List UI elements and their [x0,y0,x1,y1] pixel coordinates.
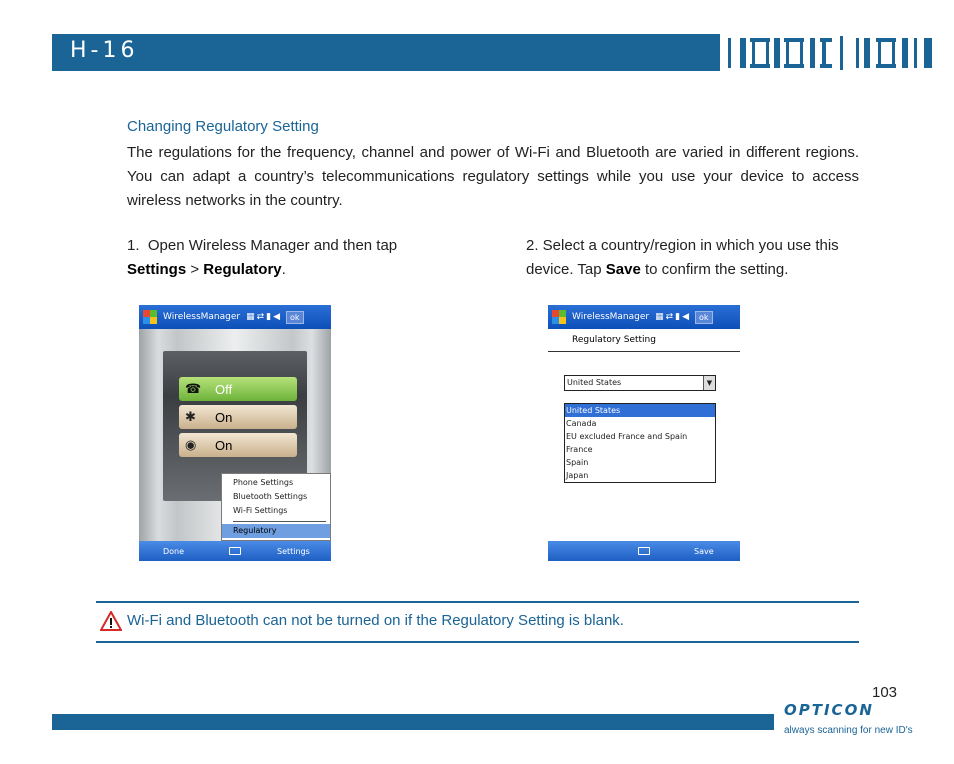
wifi-icon: ◉ [185,437,197,452]
start-icon[interactable] [143,310,157,324]
soft-key-bar [139,541,331,561]
step-2-suffix: to confirm the setting. [640,261,789,278]
menu-item-wifi-settings[interactable]: Wi-Fi Settings [233,506,288,515]
brand-logo: OPTICON [784,701,874,719]
menu-item-phone-settings[interactable]: Phone Settings [233,478,294,487]
wifi-state: On [215,437,233,453]
ok-button[interactable]: ok [695,311,713,324]
heading-divider [548,351,740,352]
step-1-text: 1. Open Wireless Manager and then tap [127,237,398,254]
status-icons: ▦⇄▮◀ [655,312,692,322]
warning-bottom-rule [96,641,859,643]
warning-text: Wi-Fi and Bluetooth can not be turned on if the Regulatory Setting is blank. [127,612,624,629]
warning-top-rule [96,601,859,603]
menu-item-bluetooth-settings[interactable]: Bluetooth Settings [233,492,308,501]
step-2 [526,234,859,282]
menu-item-regulatory[interactable]: Regulatory [222,524,330,538]
barcode-logo [728,36,936,70]
title-bar [548,305,740,329]
menu-divider [233,521,326,522]
brand-tagline: always scanning for new ID's [784,725,913,736]
status-icons: ▦⇄▮◀ [246,312,283,322]
keyboard-icon[interactable] [229,547,241,555]
chevron-down-icon[interactable]: ▼ [703,376,715,390]
option-spain[interactable]: Spain [566,458,589,467]
step-2-text: 2. Select a country/region in which you use this device. Tap [526,237,839,278]
country-options-list [564,403,716,483]
option-eu[interactable]: EU excluded France and Spain [566,432,688,441]
step-1-end: . [281,261,286,278]
soft-key-bar [548,541,740,561]
app-title: WirelessManager [572,312,650,322]
option-france[interactable]: France [566,445,593,454]
bluetooth-toggle[interactable] [179,405,297,429]
settings-menu [221,473,331,541]
option-united-states[interactable]: United States [565,404,715,417]
wifi-toggle[interactable] [179,433,297,457]
footer-bar [52,714,774,730]
section-title: Changing Regulatory Setting [127,118,319,135]
phone-state: Off [215,381,233,397]
model-title: H-16 [70,38,139,63]
bluetooth-state: On [215,409,233,425]
regulatory-setting-screen [548,305,740,561]
option-japan[interactable]: Japan [566,471,589,480]
step-1-separator: > [186,261,204,278]
page-number: 103 [872,684,898,701]
start-icon[interactable] [552,310,566,324]
step-2-save: Save [605,261,641,278]
step-1-regulatory: Regulatory [203,261,282,278]
header-bar [52,34,720,71]
step-1-settings: Settings [127,261,187,278]
phone-icon: ☎ [185,381,202,396]
warning-icon [100,611,122,631]
country-select-value: United States [567,378,622,387]
ok-button[interactable]: ok [286,311,304,324]
regulatory-heading: Regulatory Setting [572,335,656,345]
bluetooth-icon: ✱ [185,409,196,424]
step-1 [127,234,487,282]
done-softkey[interactable]: Done [163,546,185,556]
save-softkey[interactable]: Save [694,546,714,556]
phone-toggle[interactable] [179,377,297,401]
option-canada[interactable]: Canada [566,419,597,428]
intro-paragraph: The regulations for the frequency, channel and power of Wi-Fi and Bluetooth are varied in different regions. You can adapt a country’s telecommunications regulatory settings while you use your device to access wireless networks in the country. [127,144,859,209]
app-title: WirelessManager [163,312,241,322]
settings-softkey[interactable]: Settings [277,546,310,556]
keyboard-icon[interactable] [638,547,650,555]
country-select[interactable] [564,375,716,391]
title-bar [139,305,331,329]
wireless-manager-screen [139,305,331,561]
